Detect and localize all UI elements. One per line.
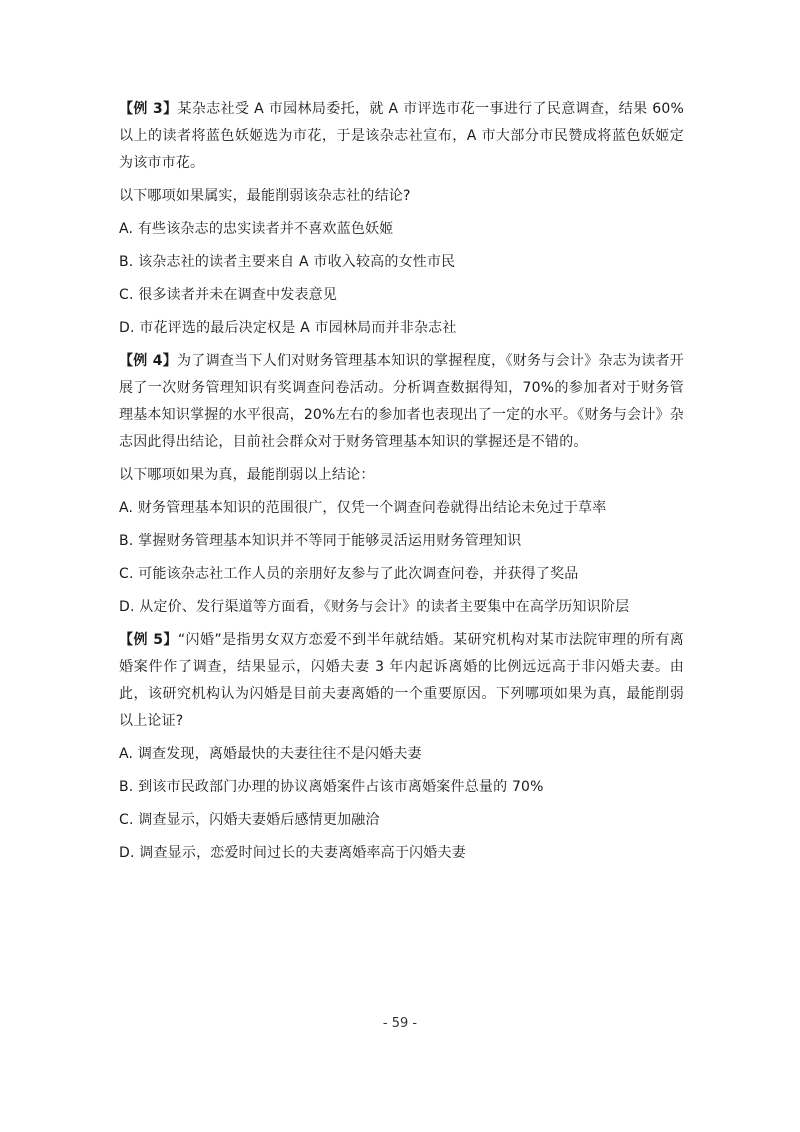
example-3-option-b: B. 该杂志社的读者主要来自 A 市收入较高的女性市民	[119, 254, 456, 270]
example-3-stem-text: 某杂志社受 A 市园林局委托，就 A 市评选市花一事进行了民意调查，结果 60%以上的读者将蓝色妖姬选为市花，于是该杂志社宣布，A 市大部分市民赞成将蓝色妖姬定为该市市花。	[119, 101, 684, 171]
example-4-question: 以下哪项如果为真，最能削弱以上结论：	[119, 467, 375, 483]
example-4-option-c: C. 可能该杂志社工作人员的亲朋好友参与了此次调查问卷，并获得了奖品	[119, 566, 579, 582]
example-5-stem-text: “闪婚”是指男女双方恋爱不到半年就结婚。某研究机构对某市法院审理的所有离婚案件作了调查，结果显示，闪婚夫妻 3 年内起诉离婚的比例远远高于非闪婚夫妻。由此，该研究机构认为闪婚是目前夫妻离婚的一个重要原因。下列哪项如果为真，最能削弱以上论证?	[119, 632, 684, 729]
example-5	[119, 627, 684, 867]
example-4	[119, 348, 684, 621]
example-4-stem	[119, 348, 684, 456]
example-4-option-d: D. 从定价、发行渠道等方面看，《财务与会计》的读者主要集中在高学历知识阶层	[119, 599, 630, 615]
example-3-tag: 【例 3】	[119, 101, 178, 117]
example-4-tag: 【例 4】	[119, 353, 178, 369]
page-number: - 59 -	[382, 1016, 418, 1031]
example-4-stem-text: 为了调查当下人们对财务管理基本知识的掌握程度，《财务与会计》杂志为读者开展了一次财务管理知识有奖调查问卷活动。分析调查数据得知，70%的参加者对于财务管理基本知识掌握的水平很高，20%左右的参加者也表现出了一定的水平。《财务与会计》杂志因此得出结论，目前社会群众对于财务管理基本知识的掌握还是不错的。	[119, 353, 684, 450]
example-3-option-c: C. 很多读者并未在调查中发表意见	[119, 287, 338, 303]
example-5-option-d: D. 调查显示，恋爱时间过长的夫妻离婚率高于闪婚夫妻	[119, 845, 466, 861]
example-4-option-a: A. 财务管理基本知识的范围很广，仅凭一个调查问卷就得出结论未免过于草率	[119, 500, 607, 516]
example-5-tag: 【例 5】	[119, 632, 178, 648]
example-3-stem	[119, 96, 684, 177]
example-3-option-a: A. 有些该杂志的忠实读者并不喜欢蓝色妖姬	[119, 221, 394, 237]
example-5-option-a: A. 调查发现，离婚最快的夫妻往往不是闪婚夫妻	[119, 746, 422, 762]
example-4-option-b: B. 掌握财务管理基本知识并不等同于能够灵活运用财务管理知识	[119, 533, 522, 549]
example-3-option-d: D. 市花评选的最后决定权是 A 市园林局而并非杂志社	[119, 320, 457, 336]
example-5-option-c: C. 调查显示，闪婚夫妻婚后感情更加融洽	[119, 812, 380, 828]
example-3	[119, 96, 684, 342]
example-3-question: 以下哪项如果属实，最能削弱该杂志社的结论?	[119, 188, 411, 204]
example-5-stem	[119, 627, 684, 735]
example-5-option-b: B. 到该市民政部门办理的协议离婚案件占该市离婚案件总量的 70%	[119, 779, 544, 795]
document-page	[119, 96, 684, 873]
